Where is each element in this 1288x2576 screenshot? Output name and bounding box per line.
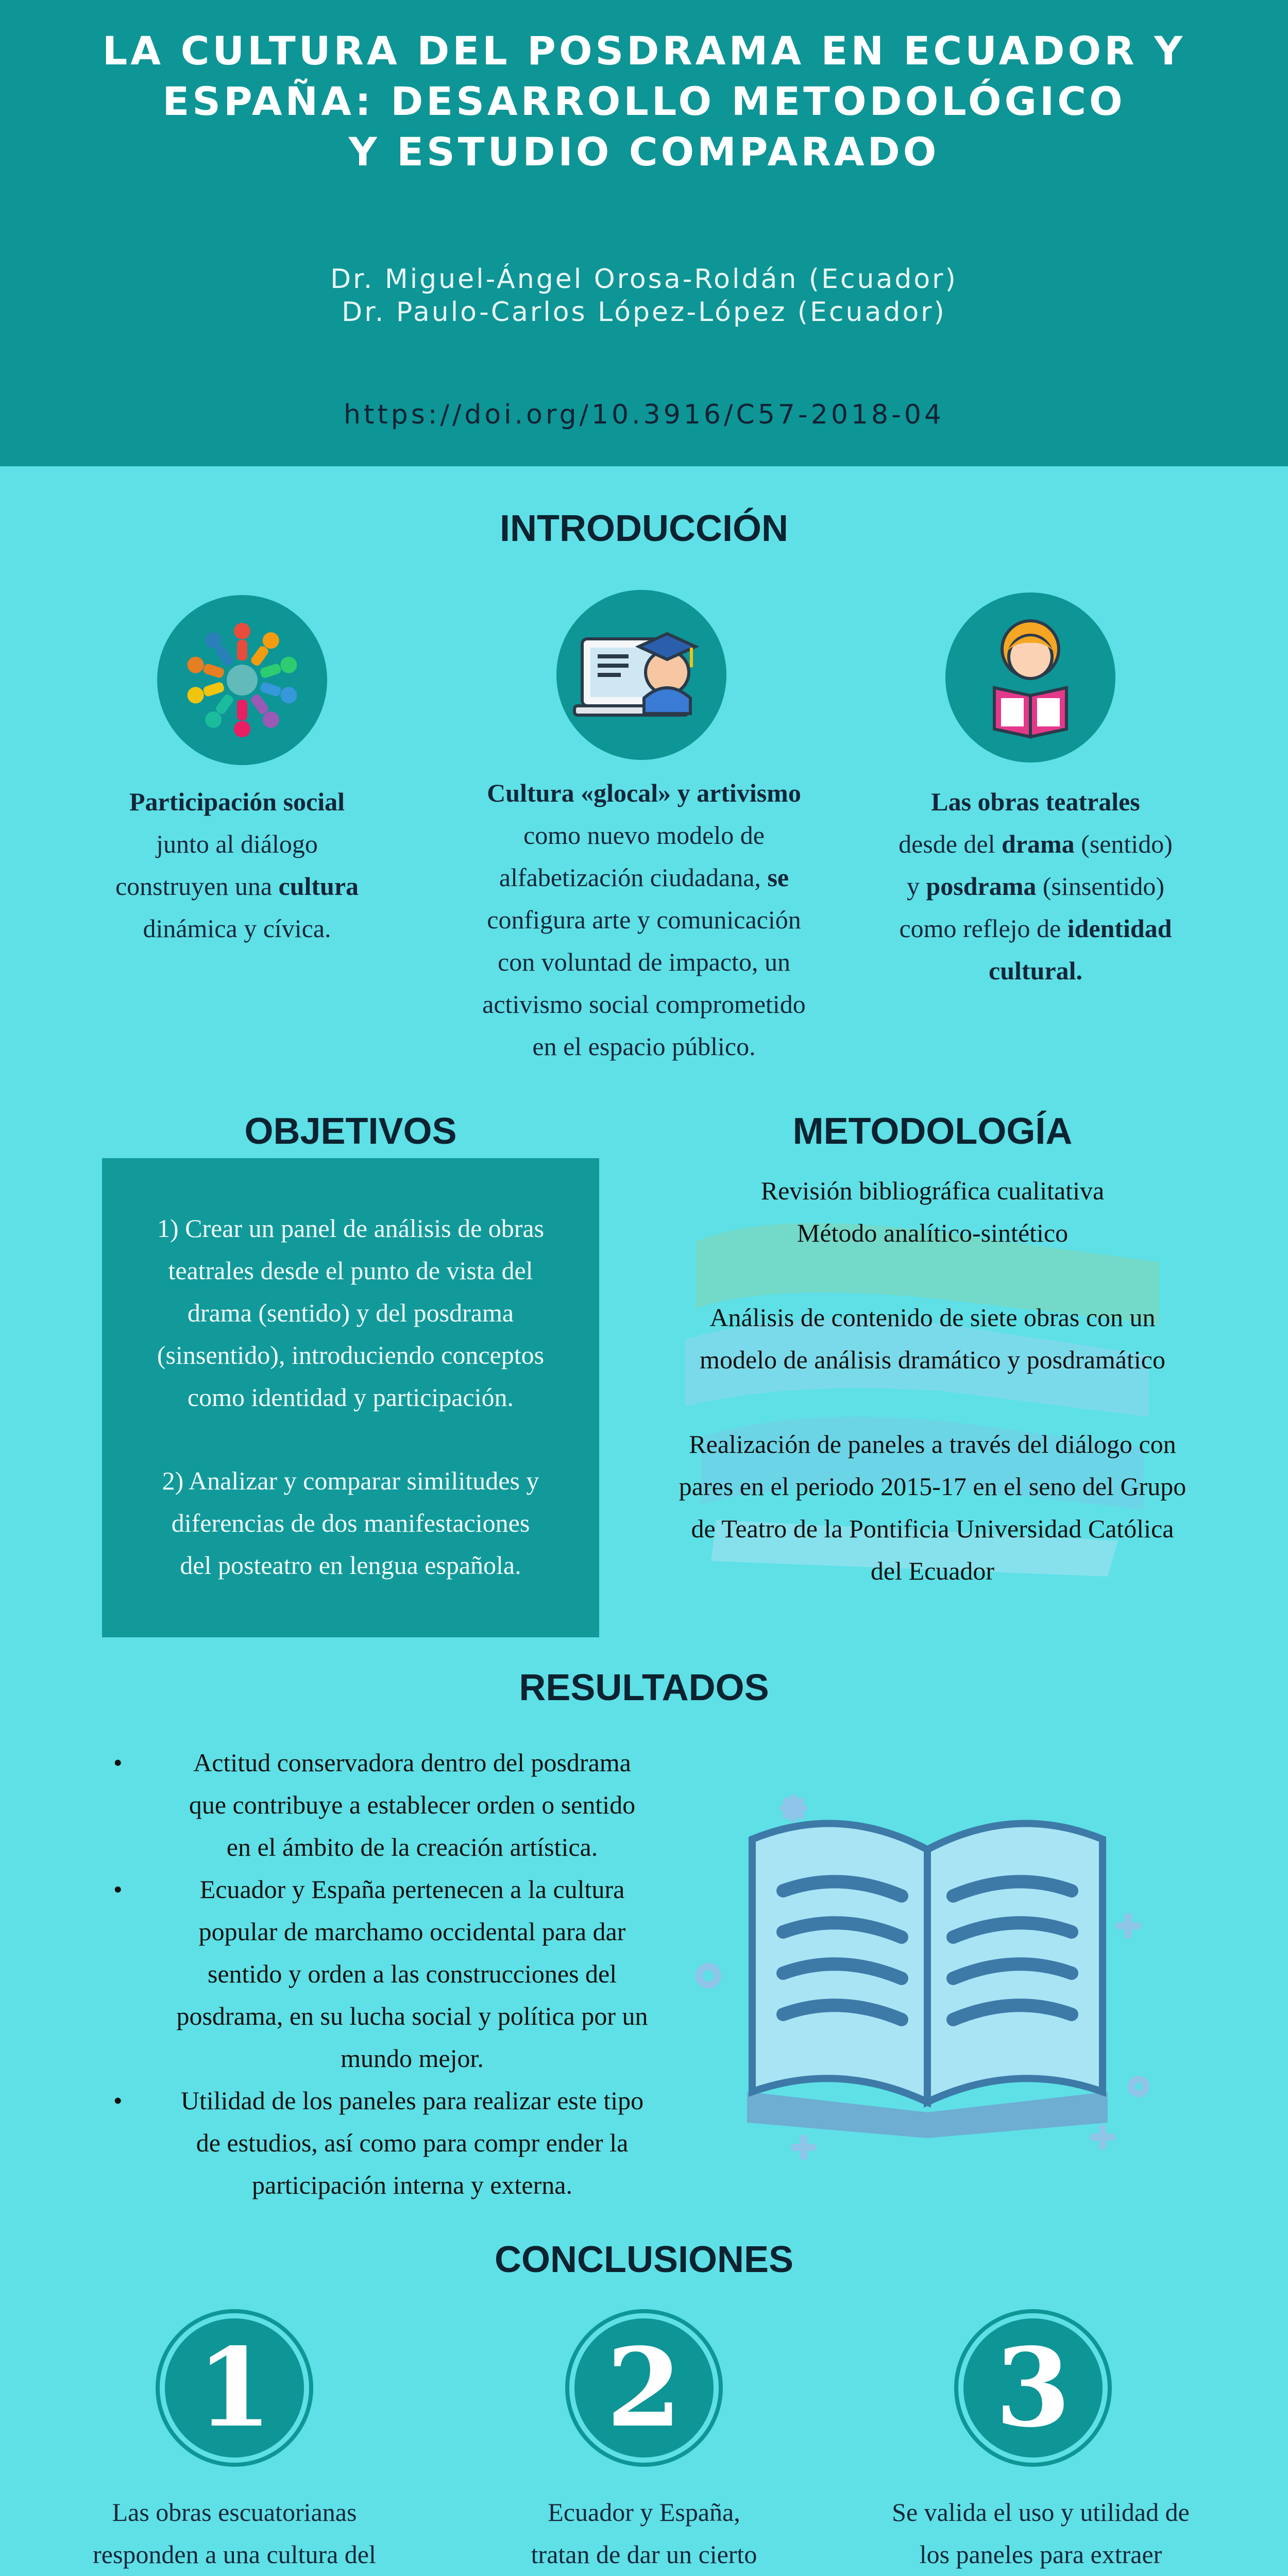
resultado-1-line-1: • Actitud conservadora dentro del posdrama — [193, 1748, 631, 1777]
intro-col-3-line-1b: drama — [1002, 829, 1075, 858]
conclusion-2-line-1: Ecuador y España, — [548, 2498, 740, 2527]
metodologia-line-7: de Teatro de la Pontificia Universidad Católica — [691, 1514, 1174, 1543]
introduccion-heading: INTRODUCCIÓN — [500, 508, 788, 549]
metodologia-line-4: modelo de análisis dramático y posdramático — [700, 1345, 1165, 1374]
number-badge-2 — [569, 2313, 719, 2463]
intro-col-2-line-2a: alfabetización ciudadana, — [499, 863, 768, 892]
title-line-3: Y ESTUDIO COMPARADO — [348, 129, 940, 175]
resultado-2-line-5: mundo mejor. — [341, 2044, 484, 2073]
objetivos-p1-line-1: 1) Crear un panel de análisis de obras — [157, 1214, 545, 1243]
resultado-2-line-2: popular de marchamo occidental para dar — [198, 1917, 626, 1946]
intro-col-1-bold-rest: social — [277, 787, 345, 816]
intro-col-1-line-2: junto al diálogo — [156, 829, 318, 858]
number-3-label: 3 — [995, 2324, 1071, 2451]
intro-col-2-line-2b: se — [767, 863, 789, 892]
number-badge-1 — [160, 2313, 309, 2463]
intro-col-3-heading: Las obras teatrales — [931, 787, 1140, 816]
conclusion-1 — [57, 2491, 412, 2576]
metodologia-line-2: Método analítico-sintético — [796, 1218, 1069, 1247]
metodologia-line-8: del Ecuador — [870, 1556, 995, 1585]
reading-person-icon — [945, 592, 1115, 762]
intro-col-3-line-1c: (sentido) — [1074, 829, 1173, 858]
intro-col-2-heading: Cultura «glocal» y artivismo — [487, 778, 801, 807]
objetivos-p2-line-2: diferencias de dos manifestaciones — [171, 1509, 530, 1537]
conclusion-2-line-2: tratan de dar un cierto — [531, 2540, 757, 2569]
page-title — [0, 26, 1288, 177]
objetivos-heading: OBJETIVOS — [244, 1111, 457, 1152]
resultado-2-line-1: • Ecuador y España pertenecen a la cultura — [199, 1875, 625, 1904]
intro-col-1-bold: Participación — [129, 787, 277, 816]
intro-col-3-line-2b: posdrama — [926, 872, 1037, 901]
people-circle-icon — [157, 595, 327, 765]
intro-col-1-line-3a: construyen una — [115, 872, 279, 901]
metodologia-line-5: Realización de paneles a través del diálogo con — [689, 1430, 1176, 1459]
objetivos-p2-line-1: 2) Analizar y comparar similitudes y — [162, 1466, 539, 1495]
objetivos-paragraph-2 — [123, 1460, 579, 1586]
intro-col-1-line-4: dinámica y cívica. — [143, 914, 331, 943]
conclusion-3-line-1: Se valida el uso y utilidad de — [892, 2498, 1190, 2527]
header-banner — [0, 0, 1288, 466]
objetivos-p1-line-3: drama (sentido) y del posdrama — [187, 1298, 514, 1327]
objetivos-p1-line-4: (sinsentido), introduciendo conceptos — [157, 1341, 545, 1369]
intro-col-1-line-3b: cultura — [278, 872, 359, 901]
metodologia-heading: METODOLOGÍA — [792, 1111, 1073, 1152]
title-line-2: ESPAÑA: DESARROLLO METODOLÓGICO — [162, 78, 1126, 124]
resultado-3-line-1: • Utilidad de los paneles para realizar este tipo — [180, 2086, 644, 2115]
resultado-1-line-3: en el ámbito de la creación artística. — [226, 1833, 598, 1861]
intro-col-2-line-1: como nuevo modelo de — [523, 821, 765, 850]
online-education-icon — [556, 590, 726, 760]
doi-link[interactable]: https://doi.org/10.3916/C57-2018-04 — [343, 399, 945, 430]
resultado-2-line-3: sentido y orden a las construcciones del — [207, 1959, 617, 1988]
intro-col-2-line-5: activismo social comprometido — [482, 990, 806, 1019]
intro-col-1 — [77, 781, 397, 950]
intro-col-3-line-2a: y — [906, 872, 926, 901]
resultados-list — [98, 1741, 690, 2206]
metodologia-line-1: Revisión bibliográfica cualitativa — [760, 1176, 1105, 1205]
intro-col-3-line-3a: como reflejo de — [899, 914, 1067, 943]
intro-col-2-line-4: con voluntad de impacto, un — [498, 947, 790, 976]
intro-col-2-line-3: configura arte y comunicación — [487, 905, 801, 934]
list-item — [98, 1741, 690, 1868]
resultado-3-line-3: participación interna y externa. — [252, 2171, 572, 2199]
conclusion-3 — [845, 2491, 1236, 2576]
list-item — [98, 1868, 690, 2079]
resultados-heading: RESULTADOS — [519, 1667, 769, 1708]
conclusion-1-line-1: Las obras escuatorianas — [112, 2498, 357, 2527]
conclusion-1-line-2: responden a una cultura del — [93, 2540, 376, 2569]
metodologia-text — [649, 1170, 1216, 1592]
objetivos-p2-line-3: del posteatro en lengua española. — [180, 1551, 521, 1580]
intro-col-3-line-1a: desde del — [899, 829, 1002, 858]
resultado-3-line-2: de estudios, así como para compr ender la — [196, 2128, 629, 2157]
title-line-1: LA CULTURA DEL POSDRAMA EN ECUADOR Y — [102, 28, 1186, 74]
resultado-1-line-2: que contribuye a establecer orden o sentido — [189, 1790, 636, 1819]
intro-col-3 — [866, 781, 1206, 992]
objetivos-p1-line-5: como identidad y participación. — [187, 1383, 514, 1412]
author-1: Dr. Miguel-Ángel Orosa-Roldán (Ecuador) — [330, 264, 958, 295]
conclusion-2 — [479, 2491, 809, 2576]
objetivos-paragraph-1 — [123, 1207, 579, 1418]
resultado-2-line-4: posdrama, en su lucha social y política por un — [176, 2002, 648, 2030]
objetivos-p1-line-2: teatrales desde el punto de vista del — [168, 1256, 533, 1285]
intro-col-2-line-6: en el espacio público. — [532, 1032, 756, 1061]
conclusion-3-line-2: los paneles para extraer — [919, 2540, 1162, 2569]
metodologia-line-3: Análisis de contenido de siete obras con un — [709, 1303, 1156, 1332]
number-1-label: 1 — [196, 2324, 273, 2451]
author-2: Dr. Paulo-Carlos López-López (Ecuador) — [342, 297, 946, 328]
intro-col-3-line-3b: identidad — [1067, 914, 1172, 943]
number-badge-3 — [958, 2313, 1108, 2463]
open-book-icon — [685, 1772, 1170, 2174]
list-item — [98, 2079, 690, 2206]
metodologia-line-6: pares en el periodo 2015-17 en el seno del Grupo — [679, 1472, 1187, 1501]
intro-col-3-line-4: cultural. — [989, 956, 1082, 985]
objetivos-box — [102, 1158, 599, 1637]
intro-col-2 — [438, 772, 850, 1067]
intro-col-3-line-2c: (sinsentido) — [1036, 872, 1164, 901]
number-2-label: 2 — [606, 2324, 682, 2451]
authors — [0, 263, 1288, 329]
conclusiones-heading: CONCLUSIONES — [494, 2239, 794, 2280]
